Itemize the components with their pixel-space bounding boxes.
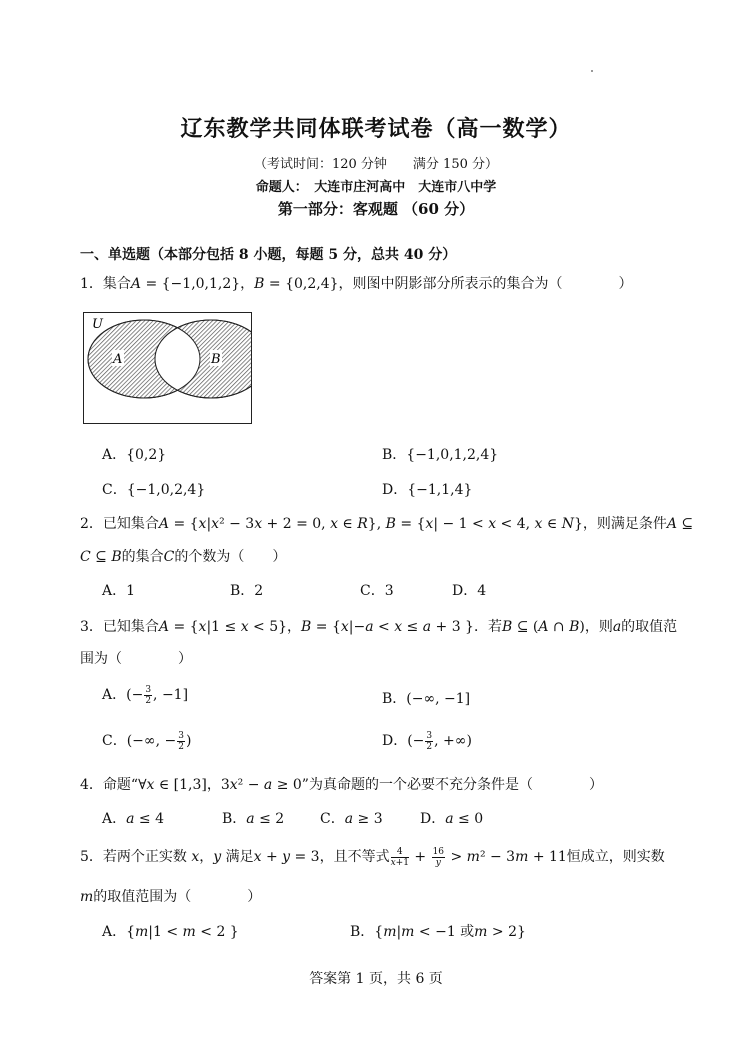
- part-heading: 第一部分：客观题 （60 分）: [277, 200, 475, 218]
- question-3-option-d: D．(− $\frac{3}{2}$ , +∞): [382, 730, 472, 752]
- page-footer: 答案第 1 页，共 6 页: [309, 971, 443, 987]
- fraction: $\frac{3}{2}$: [426, 730, 433, 752]
- question-1-option-b: B．{−1,0,1,2,4}: [382, 447, 499, 463]
- question-5-line-2: 𝑚的取值范围为（ ）: [80, 889, 262, 905]
- question-5-option-b: B．{𝑚|𝑚 < −1 或𝑚 > 2}: [350, 924, 526, 940]
- question-4-option-d: D．𝑎 ≤ 0: [420, 811, 484, 827]
- question-1-option-d: D．{−1,1,4}: [382, 482, 473, 498]
- question-1-text: 1．集合𝐴 = {−1,0,1,2}，𝐵 = {0,2,4}，则图中阴影部分所表示的集合为（ ）: [80, 276, 633, 292]
- exam-title: 辽东教学共同体联考试卷（高一数学）: [180, 116, 572, 142]
- fraction: $\frac{16}{\text{𝑦}}$: [432, 846, 445, 868]
- question-1-option-a: A．{0,2}: [102, 447, 167, 463]
- question-2-option-b: B．2: [230, 583, 264, 599]
- venn-diagram-svg: [84, 313, 251, 423]
- question-2-option-d: D．4: [452, 583, 487, 599]
- question-4-option-b: B．𝑎 ≤ 2: [222, 811, 285, 827]
- question-2-line-1: 2．已知集合𝐴 = {𝑥|𝑥² − 3𝑥 + 2 = 0, 𝑥 ∈ 𝑅}, 𝐵 = {𝑥| − 1 < 𝑥 < 4, 𝑥 ∈ 𝑁}，则满足条件𝐴 ⊆: [80, 516, 694, 532]
- question-5-line-1: 5．若两个正实数 𝑥，𝑦 满足𝑥 + 𝑦 = 3，且不等式 $\frac{4}{\text{𝑥+1}}$ + $\frac{16}{\text{𝑦}}$ > 𝑚² − 3𝑚 + 11恒成立，则实数: [80, 846, 665, 868]
- fraction: $\frac{3}{2}$: [178, 730, 184, 752]
- question-4-option-a: A．𝑎 ≤ 4: [102, 811, 164, 827]
- exam-info: （考试时间：120 分钟 满分 150 分）: [253, 157, 499, 172]
- question-3-option-b: B．(−∞, −1]: [382, 691, 471, 707]
- fraction: $\frac{4}{\text{𝑥+1}}$: [390, 846, 409, 868]
- section-heading: 一、单选题（本部分包括 8 小题，每题 5 分，总共 40 分）: [80, 247, 457, 263]
- question-3-option-c: C．(−∞, − $\frac{3}{2}$ ): [102, 730, 192, 752]
- question-5-option-a: A．{𝑚|1 < 𝑚 < 2 }: [102, 924, 239, 940]
- question-3-option-a: A．(− $\frac{3}{2}$ , −1]: [102, 684, 189, 706]
- venn-diagram: [83, 312, 252, 424]
- question-4-text: 4．命题“∀𝑥 ∈ [1,3]，3𝑥² − 𝑎 ≥ 0”为真命题的一个必要不充分条件是（ ）: [80, 777, 603, 793]
- set-a-label: A: [113, 352, 123, 367]
- question-3-line-2: 围为（ ）: [80, 651, 192, 667]
- set-b-label: B: [211, 352, 221, 367]
- question-1-option-c: C．{−1,0,2,4}: [102, 482, 206, 498]
- scan-dot: [591, 70, 593, 72]
- question-2-option-a: A．1: [102, 583, 136, 599]
- fraction: $\frac{3}{2}$: [145, 684, 152, 706]
- question-2-option-c: C．3: [360, 583, 394, 599]
- question-2-line-2: 𝐶 ⊆ 𝐵的集合𝐶的个数为（ ）: [80, 549, 287, 565]
- question-4-option-c: C．𝑎 ≥ 3: [320, 811, 383, 827]
- universe-label: U: [92, 317, 103, 332]
- question-3-line-1: 3．已知集合𝐴 = {𝑥|1 ≤ 𝑥 < 5}，𝐵 = {𝑥|−𝑎 < 𝑥 ≤ 𝑎 + 3 }．若𝐵 ⊆ (𝐴 ∩ 𝐵)，则𝑎的取值范: [80, 619, 678, 635]
- exam-authors: 命题人： 大连市庄河高中 大连市八中学: [255, 180, 497, 195]
